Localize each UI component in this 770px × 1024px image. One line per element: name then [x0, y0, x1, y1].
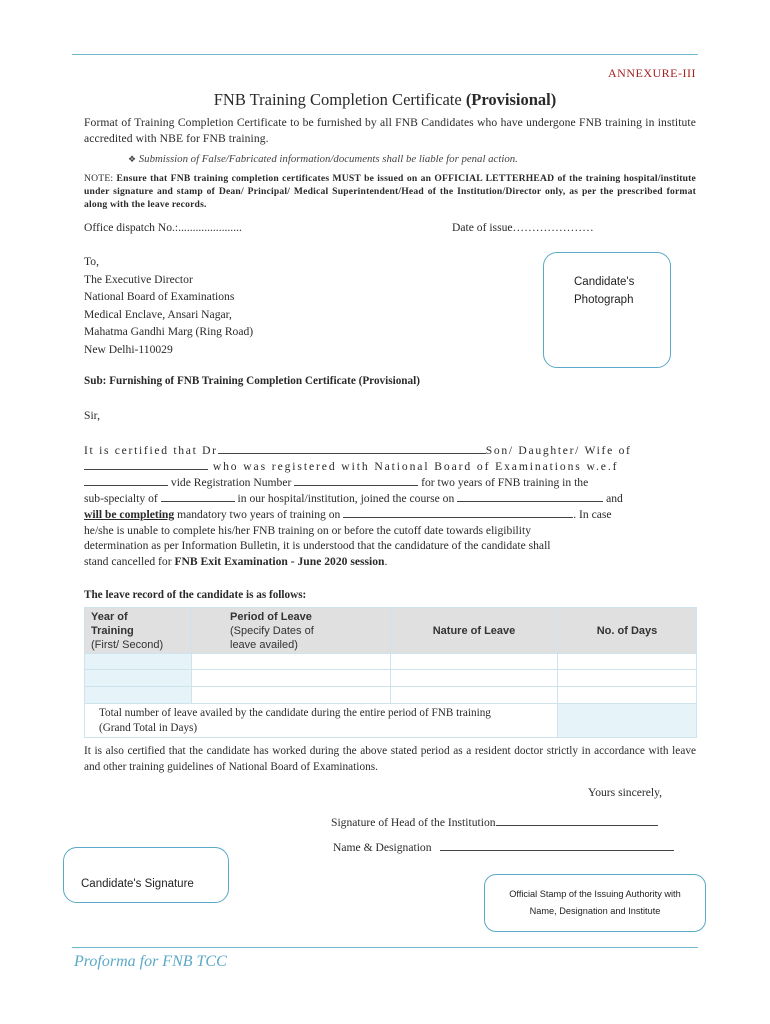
format-text: Format of Training Completion Certificate to be furnished by all FNB Candidates who have undergone FNB training in institute accredited with NBE for FNB training.: [84, 116, 696, 145]
leave-record-table: [84, 607, 697, 738]
table-cell[interactable]: [192, 654, 391, 670]
certification-body: [84, 443, 697, 570]
table-cell[interactable]: [558, 687, 697, 704]
photograph-box: [543, 252, 671, 368]
total-days-cell[interactable]: [558, 704, 697, 738]
annexure-label: ANNEXURE-III: [608, 66, 696, 80]
table-row: [85, 687, 697, 704]
total-leave-label: Total number of leave availed by the candidate during the entire period of FNB training (Grand Total in Days): [85, 704, 558, 738]
body-line-6: he/she is unable to complete his/her FNB training on or before the cutoff date towards eligibility: [84, 523, 532, 537]
completion-date-blank: [343, 507, 573, 518]
yours-sincerely: Yours sincerely,: [588, 786, 663, 799]
wef-date-blank: [84, 475, 168, 486]
note-label: NOTE:: [84, 173, 114, 184]
body-line-3: vide Registration Number for two years of FNB training in the: [84, 475, 697, 491]
date-of-issue: Date of issue…………………: [452, 221, 594, 234]
col-year-of-training: Year of Training (First/ Second): [85, 608, 192, 654]
col-period-of-leave: Period of Leave (Specify Dates of leave availed): [192, 608, 391, 654]
note-text: Ensure that FNB training completion certificates MUST be issued on an OFFICIAL LETTERHEAD of the training hospital/institute under signature and stamp of Dean/ Principal/ Medical Superintendent/Head of the Institution/Director only, as per the prescribed format along with the leave records.: [84, 173, 696, 210]
address-line: Mahatma Gandhi Marg (Ring Road): [84, 325, 254, 338]
candidate-signature-box: [63, 847, 229, 903]
joining-date-blank: [457, 491, 603, 502]
table-total-row: [85, 704, 697, 738]
table-cell[interactable]: [85, 670, 192, 687]
signature-blank: [496, 815, 658, 826]
body-line-2: who was registered with National Board of Examinations w.e.f: [84, 459, 697, 475]
title-main: FNB Training Completion Certificate: [213, 90, 462, 109]
table-cell[interactable]: [558, 670, 697, 687]
stamp-label-1: Official Stamp of the Issuing Authority with: [509, 889, 681, 899]
also-certified-text: It is also certified that the candidate has worked during the above stated period as a resident doctor strictly in accordance with leave and other training guidelines of National Board of Examinations.: [84, 745, 696, 773]
stamp-label-2: Name, Designation and Institute: [529, 906, 661, 916]
table-cell[interactable]: [192, 687, 391, 704]
address-line: The Executive Director: [84, 272, 193, 286]
table-header-row: [85, 608, 697, 654]
address-line: To,: [84, 255, 99, 268]
title-bold: (Provisional): [465, 90, 557, 109]
body-line-4: sub-specialty of in our hospital/institution, joined the course on and: [84, 491, 623, 505]
bottom-rule: [72, 947, 698, 948]
address-line: New Delhi-110029: [84, 342, 173, 356]
address-block: [84, 253, 253, 358]
bullet-text: Submission of False/Fabricated information/documents shall be liable for penal action.: [138, 153, 518, 165]
table-row: [85, 670, 697, 687]
table-cell[interactable]: [192, 670, 391, 687]
guardian-name-blank: [84, 459, 208, 470]
col-nature-of-leave: Nature of Leave: [391, 608, 558, 654]
body-line-7: determination as per Information Bulletin, it is understood that the candidature of the candidate shall: [84, 539, 551, 553]
table-cell[interactable]: [391, 687, 558, 704]
doctor-name-blank: [218, 443, 486, 454]
registration-number-blank: [294, 475, 418, 486]
col-number-of-days: No. of Days: [558, 608, 697, 654]
photo-label-2: Photograph: [574, 294, 634, 306]
body-line-1: It is certified that Dr Son/ Daughter/ Wife of: [84, 444, 632, 457]
photo-label-1: Candidate's: [574, 276, 635, 288]
signature-head-line: Signature of Head of the Institution: [331, 815, 658, 829]
address-line: Medical Enclave, Ansari Nagar,: [84, 307, 232, 321]
table-cell[interactable]: [558, 654, 697, 670]
official-stamp-box: [484, 874, 706, 932]
table-cell[interactable]: [85, 687, 192, 704]
name-designation-line: Name & Designation: [333, 840, 674, 854]
table-cell[interactable]: [85, 654, 192, 670]
body-line-5: will be completing mandatory two years of training on . In case: [84, 507, 612, 521]
body-line-8: stand cancelled for FNB Exit Examination - June 2020 session.: [84, 555, 388, 569]
subject-line: Sub: Furnishing of FNB Training Completion Certificate (Provisional): [84, 375, 420, 387]
subspecialty-blank: [161, 491, 235, 502]
footer-proforma-label: Proforma for FNB TCC: [74, 953, 227, 970]
bullet-line: [128, 153, 518, 165]
address-line: National Board of Examinations: [84, 290, 235, 303]
table-row: [85, 654, 697, 670]
page-title: [0, 90, 770, 110]
name-designation-blank: [440, 840, 674, 851]
note-block: [84, 172, 696, 211]
office-dispatch: Office dispatch No.:......................: [84, 221, 242, 234]
diamond-bullet-icon: ❖: [128, 154, 137, 164]
top-rule: [72, 54, 698, 55]
candidate-signature-label: Candidate's Signature: [81, 878, 194, 890]
table-cell[interactable]: [391, 654, 558, 670]
leave-record-heading: The leave record of the candidate is as follows:: [84, 589, 307, 601]
salutation: Sir,: [84, 409, 100, 422]
table-cell[interactable]: [391, 670, 558, 687]
